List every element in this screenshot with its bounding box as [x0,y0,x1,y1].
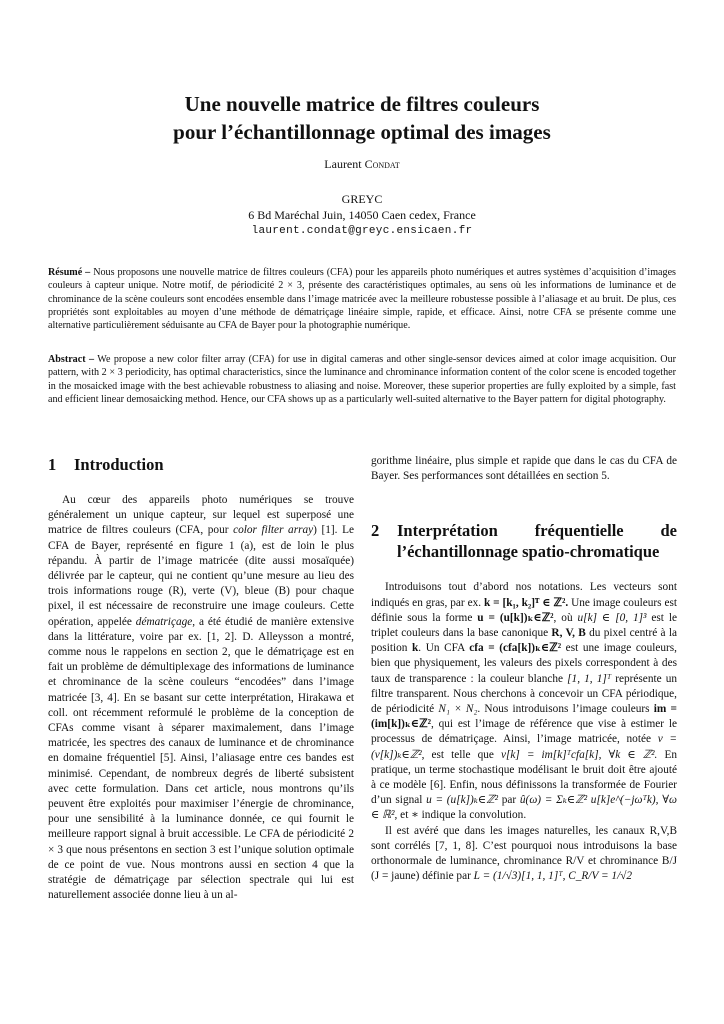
section-1-title: Introduction [74,455,164,474]
author-email: laurent.condat@greyc.ensicaen.fr [251,225,473,237]
s2-text: , qui est l’image de référence que vise à estimer le processus de dématriçage. Ainsi, l’image matricée, notée [371,718,677,746]
s1-text-b: ) [1]. Le CFA de Bayer, représenté en figure 1 (a), est de loin le plus répandu. À partir de l’image matricée (dite aussi mosaïquée) délivrée par le capteur, qui ne contient qu’une mesure au lieu des trois informations rouge (R), verte (V), bleue (B) pour chaque pixel, il est nécessaire de reconstruire une image couleurs. Cette opération, appelée [48,524,354,628]
abstract-label: Abstract – [48,354,95,365]
author-last-name: Condat [364,157,400,171]
s2-math-im: im = (im[k])ₖ∈ℤ² [371,703,677,731]
section-2-paragraph-1 [371,580,677,823]
s2-text: , et ∗ indique la convolution. [394,809,527,822]
affiliation [0,191,724,239]
s1-italic-cfa: color filter array [233,524,314,537]
s2-text: du pixel centré à la position [371,627,677,655]
section-2-heading [371,520,677,562]
section-1-paragraph [48,493,354,903]
section-1-heading [48,454,354,475]
section-2-title: Interprétation fréquentielle de l’échantillonnage spatio-chromatique [397,521,677,562]
s1-text-a: Au cœur des appareils photo numériques se trouve généralement un unique capteur, sur lequel est superposé une matrice de filtres couleurs (CFA, pour [48,494,354,537]
s2-math-uk: u[k] ∈ [0, 1]³ [577,611,647,624]
s2-math-white: [1, 1, 1]ᵀ [567,672,612,685]
s1-text-c: , a été étudié de manière extensive dans la littérature, voire par ex. [1, 2]. D. Alleysson a montré, comme nous le rappelons en section 2, que le dématriçage est en fait un problème de démultiplexage des informations de luminance et chrominance de la scène couleurs “encodées” dans l’image matricée [3, 4]. En se basant sur cette interprétation, Hirakawa et coll. ont récemment reformulé le problème de la conception de CFAs comme visant à séparer maximalement, dans l’image matricée, les spectres des canaux de luminance et de chrominance en domaine fréquentiel [5]. Ainsi, l’aliasage entre ces bandes est minimisé. Cependant, de nombreux degrés de liberté subsistent avec cette formulation. Dans cet article, nous montrons qu’ils peuvent être exploités pour maximiser l’énergie de chrominance, pour une sensibilité à la luminance donnée, ce qui fournit le meilleure rapport signal à bruit accessible. Le CFA de périodicité 2 × 3 que nous présentons en section 3 est l’unique solution optimale de ce point de vue. Nous montrons aussi en section 4 que la stratégie de dématriçage par sélection spectrale qui lui est naturellement associée donne lieu à un al- [48,615,354,902]
author-first-name: Laurent [324,157,362,171]
left-column [48,454,354,903]
s2-math-rvb: R, V, B [551,627,586,640]
s2-text: représente un filtre transparent. Nous cherchons à concevoir un CFA périodique, de périodicité [371,672,678,716]
paper-title [0,90,724,146]
s2-math-k: k = [k₁, k₂]ᵀ ∈ ℤ². [483,596,569,609]
s2-math-u: u = (u[k])ₖ∈ℤ² [477,611,554,624]
section-1-continuation: gorithme linéaire, plus simple et rapide que dans le cas du CFA de Bayer. Ses performances sont détaillées en section 5. [371,455,677,483]
s2-math-fourier: û(ω) = Σₖ∈ℤ² u[k]e^(−jωᵀk), ∀ω ∈ ℝ² [371,794,677,822]
section-2-number: 2 [371,521,380,541]
section-2-paragraph-2 [371,824,677,885]
abstract-block [48,353,676,406]
s2-text: Une image couleurs est définie sous la forme [371,596,677,624]
title-line-1: Une nouvelle matrice de filtres couleurs [184,92,540,116]
resume-block [48,266,676,332]
s2-math-signal: u = (u[k])ₖ∈ℤ² [426,794,499,807]
s2-text: est le triplet couleurs dans la base canonique [371,611,677,640]
s2-text: , est telle que [421,748,501,761]
author [0,157,724,172]
resume-label: Résumé – [48,267,91,278]
s2-text: . Un CFA [418,642,470,655]
s2-text: est une image couleurs, bien que physiquement, les valeurs des pixels correspondent à des taux de transparence : la couleur blanche [371,642,678,685]
s2-text: , où [553,611,578,624]
section-1-number: 1 [48,455,57,474]
s2-math-k-position: k [412,642,419,655]
right-column [371,454,677,884]
title-line-2: pour l’échantillonnage optimal des images [173,120,551,144]
s2-math-v: v = (v[k])ₖ∈ℤ² [371,733,677,761]
affiliation-lab: GREYC [341,192,383,206]
s2-text: par [498,794,520,807]
s2-math-basis: L = (1/√3)[1, 1, 1]ᵀ, C_R/V = 1/√2 [473,870,633,883]
resume-text: Nous proposons une nouvelle matrice de filtres couleurs (CFA) pour les appareils photo numériques et autres systèmes d’acquisition d’images couleurs à capteur unique. Notre motif, de périodicité 2 × 3, présente des caractéristiques optimales, au sens où les informations de luminance et de chrominance de la scène couleurs sont encodées ensemble dans l’image matricée avec la meilleure robustesse possible à l’aliasage et au bruit. De plus, ces propriétés sont exploitables au moyen d’une méthode de dématriçage linéaire simple, rapide, et efficace. Ainsi, notre CFA se présente comme une alternative particulièrement séduisante au CFA de Bayer pour la photographie numérique. [48,267,676,332]
s2-text: Il est avéré que dans les images naturelles, les canaux R,V,B sont corrélés [7, 1, 8]. C’est pourquoi nous introduisons la base orthonormale de luminance, chrominance R/V et chrominance B/J (J = jaune) définie par [371,824,677,883]
s2-text: . Nous introduisons l’image couleurs [477,703,654,716]
s2-math-periodicity: N₁ × N₂ [438,703,478,716]
s2-text: Introduisons tout d’abord nos notations. Les vecteurs sont indiqués en gras, par ex. [371,581,677,609]
s2-math-cfa: cfa = (cfa[k])ₖ∈ℤ² [469,642,562,655]
s2-math-mosaic-eq: v[k] = im[k]ᵀcfa[k], ∀k ∈ ℤ². [500,748,658,761]
abstract-text: We propose a new color filter array (CFA) for use in digital cameras and other single-sensor devices aimed at color image acquisition. Our pattern, with 2 × 3 periodicity, has optimal characteristics, since the luminance and chrominance information content of the color scene is encoded together in the mosaicked image with the best achievable robustness to aliasing and noise. Moreover, these superior properties are fully exploited by a simple, fast and efficient linear demosaicking method. Hence, our CFA shows up as a particularly well-suited alternative to the Bayer pattern for digital photography. [48,354,676,405]
affiliation-address: 6 Bd Maréchal Juin, 14050 Caen cedex, France [248,208,476,222]
s1-italic-dematricage: dématriçage [135,615,193,628]
s2-text: En pratique, un terme stochastique modélisant le bruit doit être ajouté à ce modèle [6]. Enfin, nous définissons la transformée de Fourier d’un signal [371,748,677,807]
